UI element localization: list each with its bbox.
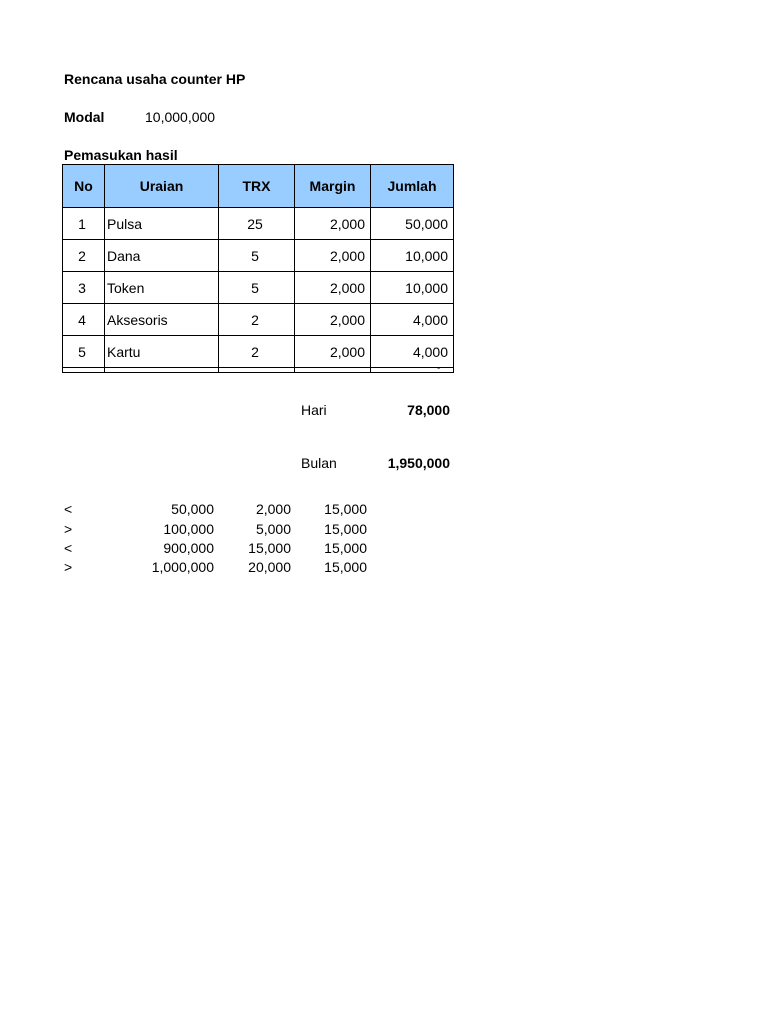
cell-margin: 2,000 (295, 272, 371, 304)
income-table (62, 164, 454, 373)
hari-label: Hari (301, 402, 327, 418)
bulan-value: 1,950,000 (387, 455, 450, 471)
table-header-row (63, 165, 454, 208)
fee-threshold: 1,000,000 (151, 559, 214, 575)
fee-cost: 15,000 (324, 521, 367, 537)
fee-margin: 15,000 (248, 540, 291, 556)
stub-cell (63, 368, 105, 373)
header-uraian: Uraian (105, 165, 219, 208)
header-margin: Margin (295, 165, 371, 208)
page-title: Rencana usaha counter HP (64, 71, 246, 87)
cell-no: 1 (63, 208, 105, 240)
stub-cell (295, 368, 371, 373)
cell-jumlah: 4,000 (371, 304, 454, 336)
cell-uraian: Aksesoris (105, 304, 219, 336)
cell-trx: 2 (219, 336, 295, 368)
cell-jumlah: 10,000 (371, 272, 454, 304)
fee-threshold: 50,000 (171, 501, 214, 517)
cell-jumlah: 50,000 (371, 208, 454, 240)
cell-margin: 2,000 (295, 336, 371, 368)
cell-margin: 2,000 (295, 208, 371, 240)
cell-trx: 5 (219, 240, 295, 272)
fee-operator: < (64, 540, 73, 556)
fee-operator: > (64, 559, 73, 575)
stub-cell (219, 368, 295, 373)
stub-cell (105, 368, 219, 373)
modal-label: Modal (64, 109, 105, 125)
cell-jumlah: 10,000 (371, 240, 454, 272)
fee-cost: 15,000 (324, 501, 367, 517)
fee-threshold: 100,000 (163, 521, 214, 537)
cell-uraian: Token (105, 272, 219, 304)
cell-trx: 25 (219, 208, 295, 240)
fee-operator: > (64, 521, 73, 537)
cell-jumlah: 4,000 (371, 336, 454, 368)
hari-value: 78,000 (407, 402, 450, 418)
cell-margin: 2,000 (295, 240, 371, 272)
modal-value: 10,000,000 (145, 109, 216, 125)
header-trx: TRX (219, 165, 295, 208)
table-row (63, 240, 454, 272)
trailing-dash: - (437, 363, 441, 374)
cell-no: 5 (63, 336, 105, 368)
section-label: Pemasukan hasil (64, 147, 178, 163)
header-jumlah: Jumlah (371, 165, 454, 208)
fee-threshold: 900,000 (163, 540, 214, 556)
cell-no: 3 (63, 272, 105, 304)
fee-cost: 15,000 (324, 559, 367, 575)
cell-trx: 5 (219, 272, 295, 304)
fee-cost: 15,000 (324, 540, 367, 556)
cell-trx: 2 (219, 304, 295, 336)
cell-no: 2 (63, 240, 105, 272)
table-row (63, 208, 454, 240)
fee-margin: 5,000 (255, 521, 291, 537)
cell-uraian: Pulsa (105, 208, 219, 240)
stub-cell (371, 368, 454, 373)
table-row (63, 304, 454, 336)
table-row (63, 272, 454, 304)
cell-uraian: Dana (105, 240, 219, 272)
bulan-label: Bulan (301, 455, 337, 471)
cell-no: 4 (63, 304, 105, 336)
cell-uraian: Kartu (105, 336, 219, 368)
fee-margin: 20,000 (248, 559, 291, 575)
table-stub-row (63, 368, 454, 373)
header-no: No (63, 165, 105, 208)
table-row (63, 336, 454, 368)
fee-operator: < (64, 501, 73, 517)
cell-margin: 2,000 (295, 304, 371, 336)
fee-margin: 2,000 (255, 501, 291, 517)
